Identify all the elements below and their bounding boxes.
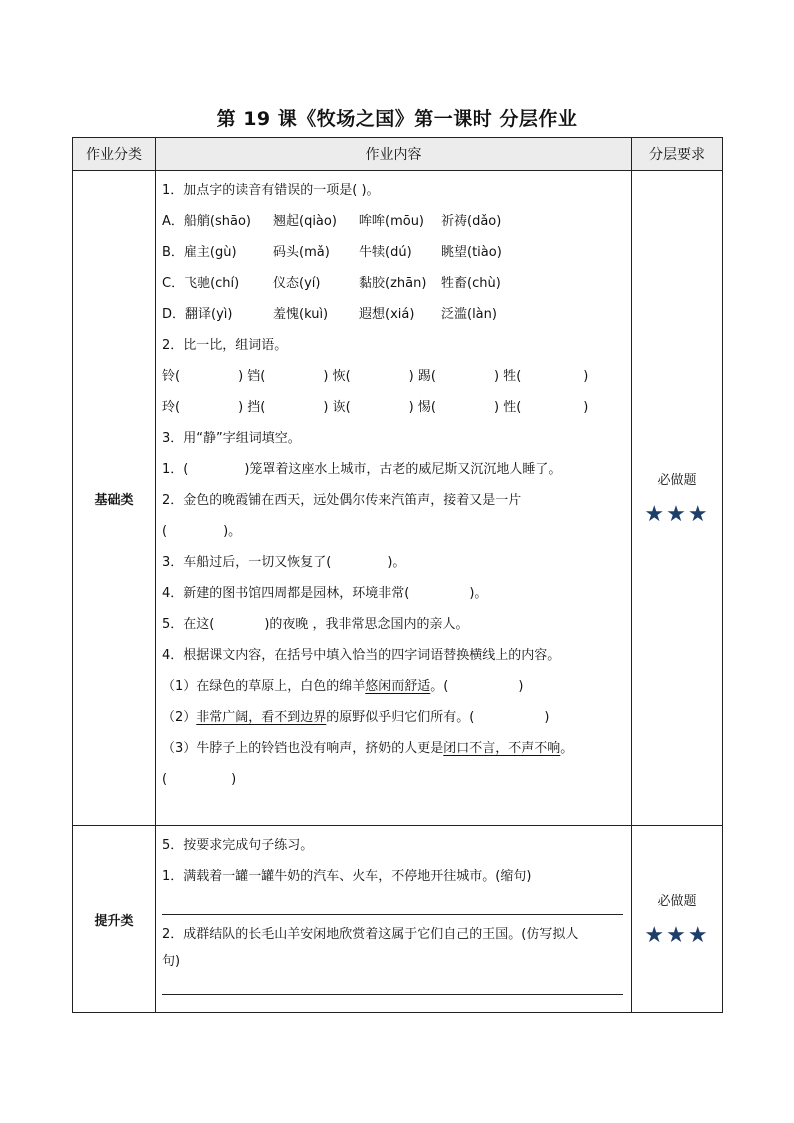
q2-r1-c4: 踢( — [417, 369, 436, 384]
q4-p3-open: ( — [162, 772, 168, 787]
q4-part-1 — [162, 671, 623, 702]
q3-s4-start: 4．新建的图书馆四周都是园林，环境非常( — [162, 586, 410, 601]
q3-s2-close: )。 — [223, 524, 242, 539]
q3-s1-start: 1．( — [162, 462, 189, 477]
header-category: 作业分类 — [73, 138, 156, 171]
table-row-basic — [73, 171, 723, 826]
q1-option-a — [162, 206, 623, 237]
q2-r2-c5: 性( — [503, 400, 522, 415]
q2-row1 — [162, 361, 623, 392]
q2-r1-c5: 牲( — [503, 369, 522, 384]
q2-r2-c2: 挡( — [247, 400, 266, 415]
q5-answer-line-1[interactable] — [162, 900, 623, 915]
q4-p3-text: （3）牛脖子上的铃铛也没有响声，挤奶的人更是 — [162, 741, 444, 756]
q3-sentence-3 — [162, 547, 623, 578]
q4-stem: 4．根据课文内容，在括号中填入恰当的四字词语替换横线上的内容。 — [162, 648, 561, 663]
homework-table — [72, 137, 723, 1013]
q2-r2-c2-end: ) — [323, 400, 329, 415]
q4-p1-underlined: 悠闲而舒适 — [365, 679, 431, 694]
q2-r1-c5-end: ) — [583, 369, 589, 384]
category-advanced: 提升类 — [73, 826, 156, 1013]
q2-r2-c5-end: ) — [583, 400, 589, 415]
q2-stem: 2．比一比，组词语。 — [162, 338, 288, 353]
q2-r1-c1-end: ) — [238, 369, 244, 384]
q3-s1-end: )笼罩着这座水上城市，古老的威尼斯又沉沉地人睡了。 — [244, 462, 562, 477]
category-basic: 基础类 — [73, 171, 156, 826]
q1-c-2: 仪态(yí) — [273, 276, 321, 291]
q1-option-c — [162, 268, 623, 299]
q3-stem: 3．用“静”字组词填空。 — [162, 431, 301, 446]
q5-sentence-2: 2．成群结队的长毛山羊安闲地欣赏着这属于它们自己的王国。(仿写拟人 — [162, 927, 579, 942]
requirement-advanced — [632, 826, 723, 1013]
q3-s5-end: )的夜晚 ，我非常思念国内的亲人。 — [264, 617, 469, 632]
q3-sentence-1 — [162, 454, 623, 485]
q5-answer-line-2[interactable] — [162, 980, 623, 995]
q5-sentence-1: 1．满载着一罐一罐牛奶的汽车、火车，不停地开往城市。(缩句) — [162, 869, 532, 884]
content-advanced — [156, 826, 632, 1013]
q1-d-1: D．翻译(yì) — [162, 307, 233, 322]
q2-r2-c3-end: ) — [408, 400, 414, 415]
q1-d-4: 泛滥(làn) — [441, 307, 497, 322]
table-row-advanced — [73, 826, 723, 1013]
q4-part-2 — [162, 702, 623, 733]
q3-sentence-5 — [162, 609, 623, 640]
q3-s4-end: )。 — [469, 586, 488, 601]
header-requirement: 分层要求 — [632, 138, 723, 171]
q1-a-3: 哞哞(mōu) — [359, 214, 425, 229]
q3-sentence-2-cont — [162, 516, 623, 547]
q1-a-2: 翘起(qiào) — [273, 214, 337, 229]
q2-r2-c4: 惕( — [417, 400, 436, 415]
q4-part-3-answer — [162, 764, 623, 795]
q1-d-2: 羞愧(kuì) — [273, 307, 329, 322]
q2-r2-c3: 诙( — [332, 400, 351, 415]
q1-a-1: A．船艄(shāo) — [162, 214, 251, 229]
page-title: 第 19 课《牧场之国》第一课时 分层作业 — [216, 108, 578, 130]
q4-p2-underlined: 非常广阔，看不到边界 — [196, 710, 327, 725]
q2-r1-c1: 铃( — [162, 369, 181, 384]
q2-r2-c4-end: ) — [493, 400, 500, 415]
q3-s3-end: )。 — [387, 555, 406, 570]
header-content: 作业内容 — [156, 138, 632, 171]
q2-r1-c2: 铛( — [247, 369, 266, 384]
q5-stem: 5．按要求完成句子练习。 — [162, 838, 314, 853]
q1-option-b — [162, 237, 623, 268]
q1-c-1: C．飞驰(chí) — [162, 276, 240, 291]
q1-b-4: 眺望(tiào) — [441, 245, 502, 260]
q4-p3-underlined: 闭口不言，不声不响 — [443, 741, 561, 756]
q1-c-3: 黏胶(zhān) — [359, 276, 427, 291]
star-rating-advanced: ★★★ — [644, 923, 710, 948]
q3-s2-open: ( — [162, 524, 168, 539]
q1-c-4: 牲畜(chù) — [441, 276, 501, 291]
q4-p1-text: （1）在绿色的草原上，白色的绵羊 — [162, 679, 366, 694]
star-rating-basic: ★★★ — [644, 502, 710, 527]
q3-s3-start: 3．车船过后，一切又恢复了( — [162, 555, 332, 570]
q1-stem: 1．加点字的读音有错误的一项是( )。 — [162, 183, 380, 198]
q4-p1-close: ) — [518, 679, 524, 694]
q1-d-3: 遐想(xiá) — [359, 307, 415, 322]
q1-option-d — [162, 299, 623, 330]
q2-r1-c2-end: ) — [323, 369, 329, 384]
q3-s5-start: 5．在这( — [162, 617, 215, 632]
q4-p3-period: 。 — [560, 741, 574, 756]
q4-p2-close: ) — [544, 710, 550, 725]
requirement-label-basic: 必做题 — [657, 473, 697, 488]
q2-r2-c1-end: ) — [238, 400, 244, 415]
q4-p3-close: ) — [231, 772, 237, 787]
q2-r1-c3: 恢( — [332, 369, 351, 384]
q2-r2-c1: 玲( — [162, 400, 181, 415]
q2-row2 — [162, 392, 623, 423]
q1-b-1: B．雇主(gù) — [162, 245, 237, 260]
q4-p2-num: （2） — [162, 710, 197, 725]
q4-part-3 — [162, 733, 623, 764]
q4-p1-open: 。( — [430, 679, 449, 694]
q2-r1-c3-end: ) — [408, 369, 414, 384]
q2-r1-c4-end: ) — [493, 369, 500, 384]
q1-a-4: 祈祷(dǎo) — [441, 214, 502, 229]
content-basic — [156, 171, 632, 826]
requirement-basic — [632, 171, 723, 826]
q3-sentence-4 — [162, 578, 623, 609]
q1-b-3: 牛犊(dú) — [359, 245, 412, 260]
q3-sentence-2: 2．金色的晚霞铺在西天，远处偶尔传来汽笛声，接着又是一片 — [162, 493, 522, 508]
q1-b-2: 码头(mǎ) — [273, 245, 330, 260]
q4-p2-text: 的原野似乎归它们所有。( — [326, 710, 475, 725]
requirement-label-advanced: 必做题 — [657, 894, 697, 909]
table-header-row — [73, 138, 723, 171]
q5-sentence-2-cont: 句) — [162, 954, 181, 969]
